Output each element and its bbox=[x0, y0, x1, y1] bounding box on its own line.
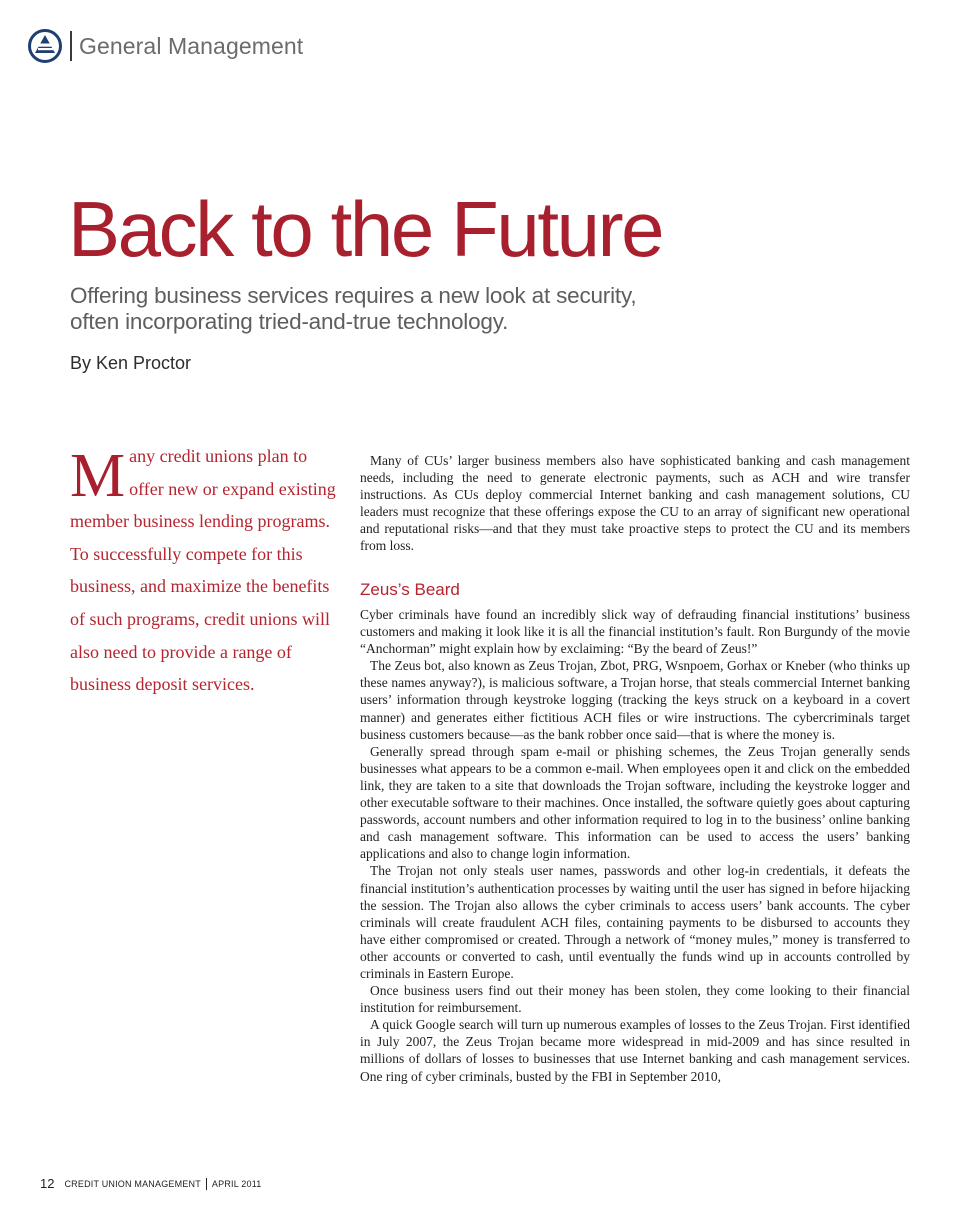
section-label: General Management bbox=[79, 32, 304, 59]
body-paragraph: The Zeus bot, also known as Zeus Trojan, Zbot, PRG, Wsnpoem, Gorhax or Kneber (who thinks up these names anyway?), is malicious software, a Trojan horse, that steals commercial Internet banking users’ information through keystroke logging (tracking the keys struck on a keyboard in a covert manner) and generates either fictitious ACH files or wire instructions. The cybercriminals target business customers because—as the bank robber once said—that is where the money is. bbox=[360, 658, 910, 742]
header-divider bbox=[70, 31, 72, 61]
byline: By Ken Proctor bbox=[70, 353, 192, 373]
body-paragraph: The Trojan not only steals user names, passwords and other log-in credentials, it defeats the financial institution’s authentication processes by waiting until the user has signed in before hijacking the session. The Trojan also allows the cyber criminals to access users’ bank accounts. The cyber criminals will create fraudulent ACH files, containing payments to be disbursed to accounts they have either compromised or created. Through a network of “money mules,” money is transferred to other accounts or converted to cash, until eventually the funds wind up in accounts controlled by criminals in Eastern Europe. bbox=[360, 863, 910, 981]
issue-date: APRIL 2011 bbox=[211, 1178, 262, 1189]
drop-cap: M bbox=[70, 442, 126, 510]
body-column bbox=[360, 606, 910, 1085]
page-number: 12 bbox=[40, 1176, 55, 1191]
section-heading: Zeus’s Beard bbox=[360, 580, 460, 599]
body-paragraph: Once business users find out their money has been stolen, they come looking to their financial institution for reimbursement. bbox=[360, 983, 910, 1016]
page-footer bbox=[40, 1176, 261, 1191]
article-subtitle: Offering business services requires a new look at security, often incorporating tried-and-true technology. bbox=[70, 283, 637, 334]
publication-name: CREDIT UNION MANAGEMENT bbox=[64, 1178, 201, 1189]
body-paragraph: Cyber criminals have found an incredibly slick way of defrauding financial institutions’ business customers and making it look like it is all the financial institution’s fault. Ron Burgundy of the movie “Anchorman” might explain how by exclaiming: “By the beard of Zeus!” bbox=[360, 607, 910, 657]
body-paragraph: A quick Google search will turn up numerous examples of losses to the Zeus Trojan. First identified in July 2007, the Zeus Trojan became more widespread in mid-2009 and has since resulted in millions of dollars of losses to businesses that use Internet banking and cash management services. One ring of cyber criminals, busted by the FBI in September 2010, bbox=[360, 1017, 910, 1084]
page-header bbox=[28, 28, 303, 64]
cu-management-logo-icon bbox=[28, 29, 62, 63]
intro-column bbox=[360, 452, 910, 555]
footer-divider bbox=[206, 1178, 207, 1190]
body-paragraph: Generally spread through spam e-mail or phishing schemes, the Zeus Trojan generally sends businesses what appears to be a common e-mail. When employees open it and click on the embedded link, they are taken to a site that downloads the Trojan software, including the keystroke logger and other executable software to their machines. Once installed, the software quietly goes about capturing passwords, account numbers and other information required to log in to the business’ online banking and cash management software. This information can be used to access the users’ banking applications and also to change login information. bbox=[360, 743, 910, 862]
article-title: Back to the Future bbox=[68, 185, 663, 273]
intro-paragraph: Many of CUs’ larger business members also have sophisticated banking and cash management needs, including the need to generate electronic payments, such as ACH and wire transfer instructions. As CUs deploy commercial Internet banking and cash management solutions, CU leaders must recognize that these offerings expose the CU to an array of significant new operational and reputational risks—and that they must take proactive steps to protect the CU and its members from loss. bbox=[360, 453, 910, 554]
pull-quote-text: any credit unions plan to offer new or expand existing member business lending programs. To successfully compete for this business, and maximize the benefits of such programs, credit unions will also need to provide a range of business deposit services. bbox=[70, 446, 336, 695]
pull-quote bbox=[70, 440, 338, 701]
